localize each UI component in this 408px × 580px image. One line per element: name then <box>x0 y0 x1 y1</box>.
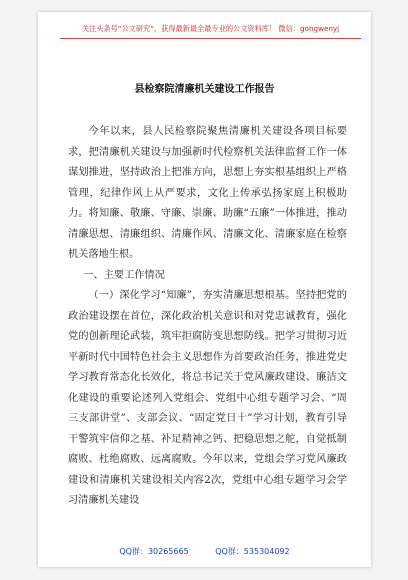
footer-contact <box>38 546 371 557</box>
qq-group-2: QQ群：535304092 <box>215 547 290 556</box>
document-page <box>38 12 371 567</box>
intro-paragraph: 今年以来，县人民检察院聚焦清廉机关建设各项目标要求，把清廉机关建设与加强新时代检察机关法律监督工作一体谋划推进，坚持政治上把准方向，思想上夯实根基组织上严格管理，纪律作风上从严要求，文化上传承弘扬家庭上积极助力。将知廉、敬廉、守廉、崇廉、助廉“五廉”一体推进，推动清廉思想、清廉组织、清廉作风、清廉文化、清廉家庭在检察机关落地生根。 <box>68 126 347 260</box>
section-heading: 一、主要工作情况 <box>83 269 165 281</box>
document-title: 县检察院清廉机关建设工作报告 <box>134 84 275 95</box>
header-banner: 关注头条号“公文研究”，获得最新最全最专业的公文资料库！ 微信：gongwenyj <box>60 20 361 39</box>
qq-group-1: QQ群：30265665 <box>119 547 189 556</box>
section-paragraph: （一）深化学习“知廉”，夯实清廉思想根基。坚持把党的政治建设摆在首位，深化政治机关意识和对党忠诚教育，强化党的创新理论武装，筑牢拒腐防变思想防线。把学习贯彻习近平新时代中国特色社会主义思想作为首要政治任务，推进党史学习教育常态化长效化，将总书记关于党风廉政建设、廉洁文化建设的重要论述列入党组会、党组中心组专题学习会、“周三支部讲堂”、支部会议、“固定党日十”学习计划，教育引导干警筑牢信仰之基、补足精神之钙、把稳思想之舵，自觉抵制腐败、杜绝腐败、远离腐败。今年以来，党组会学习党风廉政建设和清廉机关建设相关内容2次，党组中心组专题学习会学习清廉机关建设 <box>68 290 347 506</box>
document-body <box>68 122 347 512</box>
